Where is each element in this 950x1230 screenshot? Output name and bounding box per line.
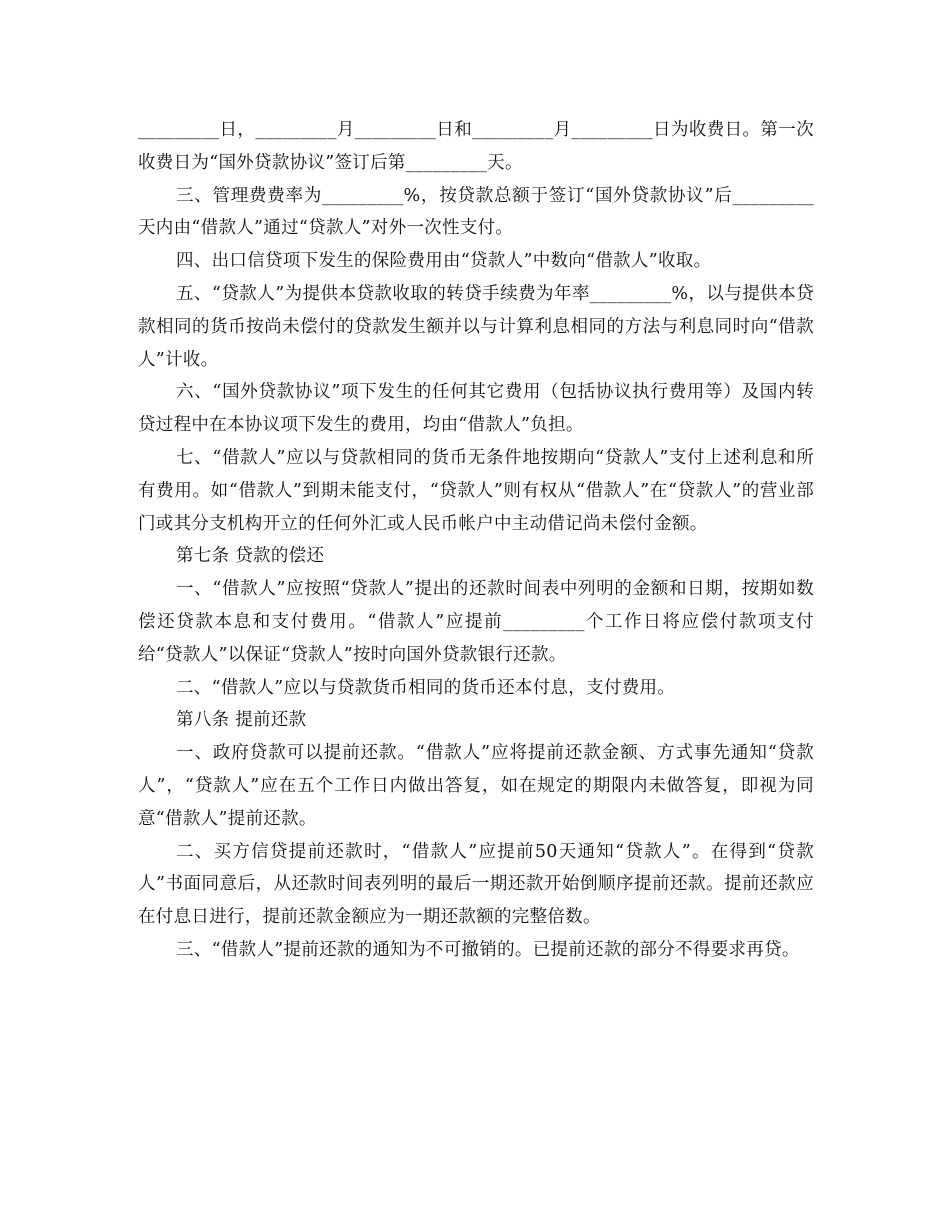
paragraph-irrevocable-notice: 三、“借款人”提前还款的通知为不可撤销的。已提前还款的部分不得要求再贷。 [176,939,800,960]
section-heading-article-8: 第八条 提前还款 [176,710,307,731]
section-heading-article-7: 第七条 贷款的偿还 [176,546,325,567]
paragraph-buyer-credit-prepayment: 二、买方信贷提前还款时，“借款人”应提前50天通知“贷款人”。在得到“贷款人”书面同意后，从还款时间表列明的最后一期还款开始倒顺序提前还款。提前还款应在付息日进行，提前还款金额应为一期还款额的完整倍数。 [138,841,814,928]
paragraph-payment-obligation: 七、“借款人”应以与贷款相同的货币无条件地按期向“贷款人”支付上述利息和所有费用。如“借款人”到期未能支付，“贷款人”则有权从“借款人”在“贷款人”的营业部门或其分支机构开立的任何外汇或人民币帐户中主动借记尚未偿付金额。 [138,447,814,534]
paragraph-onlending-fee: 五、“贷款人”为提供本贷款收取的转贷手续费为年率_________%，以与提供本贷款相同的货币按尚未偿付的贷款发生额并以与计算利息相同的方法与利息同时向“借款人”计收。 [138,283,814,370]
paragraph-other-fees: 六、“国外贷款协议”项下发生的任何其它费用（包括协议执行费用等）及国内转贷过程中在本协议项下发生的费用，均由“借款人”负担。 [138,382,814,436]
document-page [138,114,814,967]
paragraph-repayment-schedule: 一、“借款人”应按照“贷款人”提出的还款时间表中列明的金额和日期，按期如数偿还贷款本息和支付费用。“借款人”应提前_________个工作日将应偿付款项支付给“贷款人”以保证“贷款人”按时向国外贷款银行还款。 [138,579,814,665]
paragraph-management-fee: 三、管理费费率为_________%，按贷款总额于签订“国外贷款协议”后_________天内由“借款人”通过“贷款人”对外一次性支付。 [138,185,814,239]
paragraph-insurance-fee: 四、出口信贷项下发生的保险费用由“贷款人”中数向“借款人”收取。 [176,251,712,272]
paragraph-govt-loan-prepayment: 一、政府贷款可以提前还款。“借款人”应将提前还款金额、方式事先通知“贷款人”，“贷款人”应在五个工作日内做出答复，如在规定的期限内未做答复，即视为同意“借款人”提前还款。 [138,743,814,829]
paragraph-fee-dates: _________日，_________月_________日和_________月_________日为收费日。第一次收费日为“国外贷款协议”签订后第_________天。 [138,120,814,173]
paragraph-repayment-currency: 二、“借款人”应以与贷款货币相同的货币还本付息，支付费用。 [176,677,676,698]
